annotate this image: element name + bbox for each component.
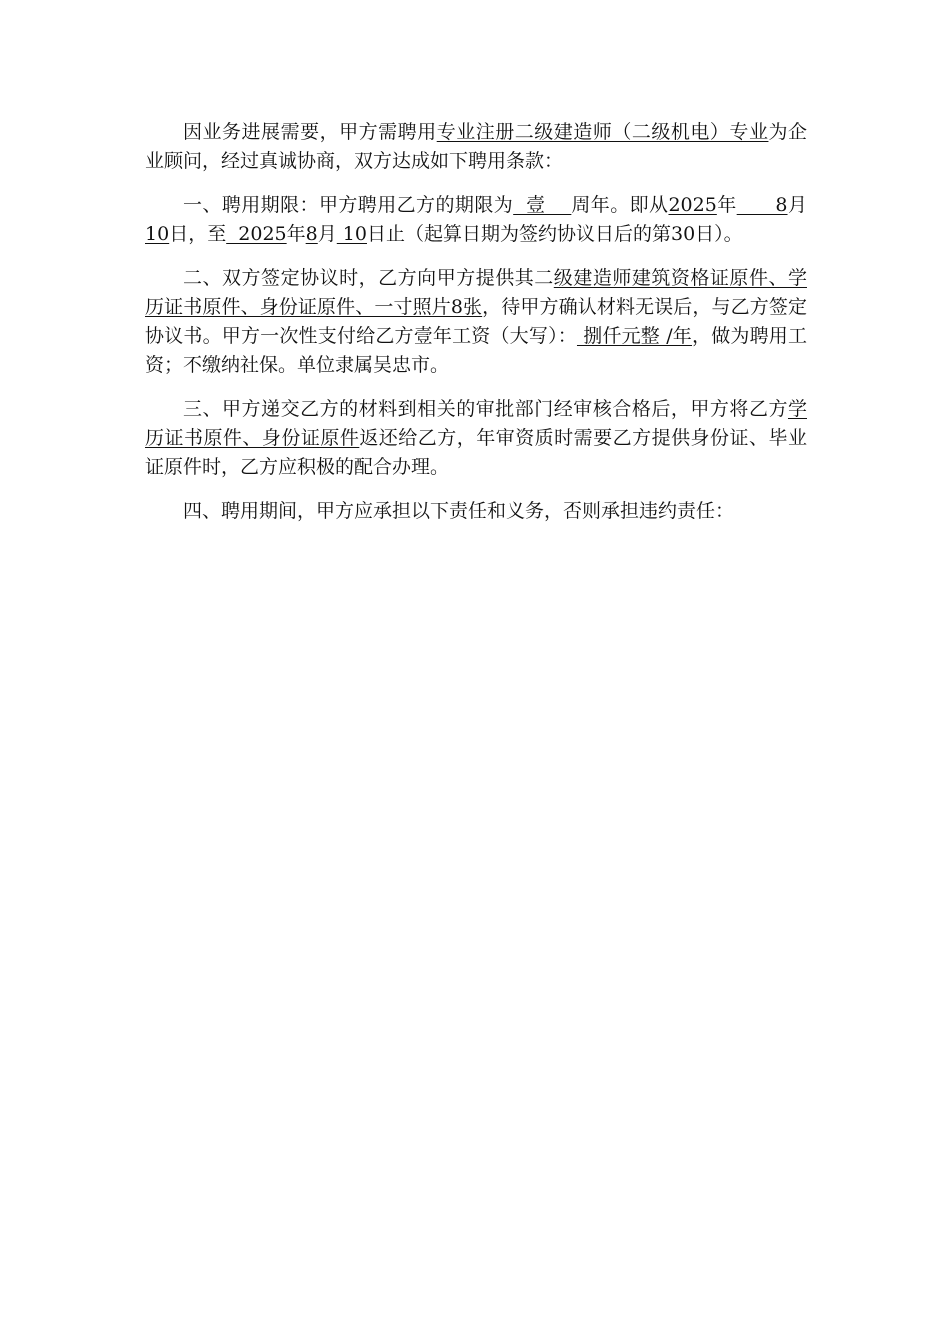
clause-1-text: 一、聘用期限：甲方聘用乙方的期限为 <box>183 194 514 216</box>
start-year-unit: 年 <box>716 194 737 216</box>
document-body <box>145 118 807 541</box>
clause-2-text: 二、双方签定协议时，乙方向甲方提供其二 <box>183 267 554 289</box>
paragraph-clause-3-return <box>145 395 807 482</box>
end-year-unit: 年 <box>286 223 306 245</box>
clause-1-text-end: 日止（起算日期为签约协议日后的第30日）。 <box>366 223 743 245</box>
clause-3-text-end: 返还给乙方，年审资质时需要乙方提供身份证、毕业证原件时，乙方应积极的配合办理。 <box>145 427 807 478</box>
end-year-field: 2025 <box>226 223 287 245</box>
returned-documents-field: 学历证书原件、身份证原件 <box>145 398 807 449</box>
clause-2-text-2: ，待甲方确认材料无误后，与乙方签定协议书。甲方一次性支付给乙方壹年工资（大写）： <box>145 296 807 347</box>
intro-text: 因业务进展需要，甲方需聘用 <box>183 121 437 143</box>
paragraph-clause-2-payment <box>145 264 807 380</box>
paragraph-intro <box>145 118 807 176</box>
clause-3-text: 三、甲方递交乙方的材料到相关的审批部门经审核合格后，甲方将乙方 <box>183 398 788 420</box>
clause-4-text: 四、聘用期间，甲方应承担以下责任和义务，否则承担违约责任： <box>183 500 735 522</box>
start-month-unit: 月 <box>787 194 807 216</box>
start-day-unit: 日，至 <box>169 223 227 245</box>
term-years-field: 壹 <box>513 194 572 216</box>
end-day-field: 10 <box>336 223 367 245</box>
paragraph-clause-1-term <box>145 191 807 249</box>
position-field: 专业注册二级建造师（二级机电）专业 <box>436 121 769 143</box>
documents-list-field: 级建造师建筑资格证原件、学历证书原件、身份证原件、一寸照片8张 <box>145 267 807 318</box>
clause-2-text-end: ，做为聘用工资；不缴纳社保。单位隶属吴忠市。 <box>145 325 807 376</box>
salary-field: 捌仟元整 /年 <box>576 325 693 347</box>
intro-text-continued: 为企业顾问，经过真诚协商，双方达成如下聘用条款： <box>145 121 807 172</box>
paragraph-clause-4-duties <box>145 497 807 526</box>
start-month-field: 8 <box>736 194 788 216</box>
start-day-field: 10 <box>145 223 170 245</box>
start-year-field: 2025 <box>668 194 717 216</box>
clause-1-text-2: 周年。即从 <box>571 194 669 216</box>
end-month-field: 8 <box>305 223 318 245</box>
end-month-unit: 月 <box>317 223 337 245</box>
